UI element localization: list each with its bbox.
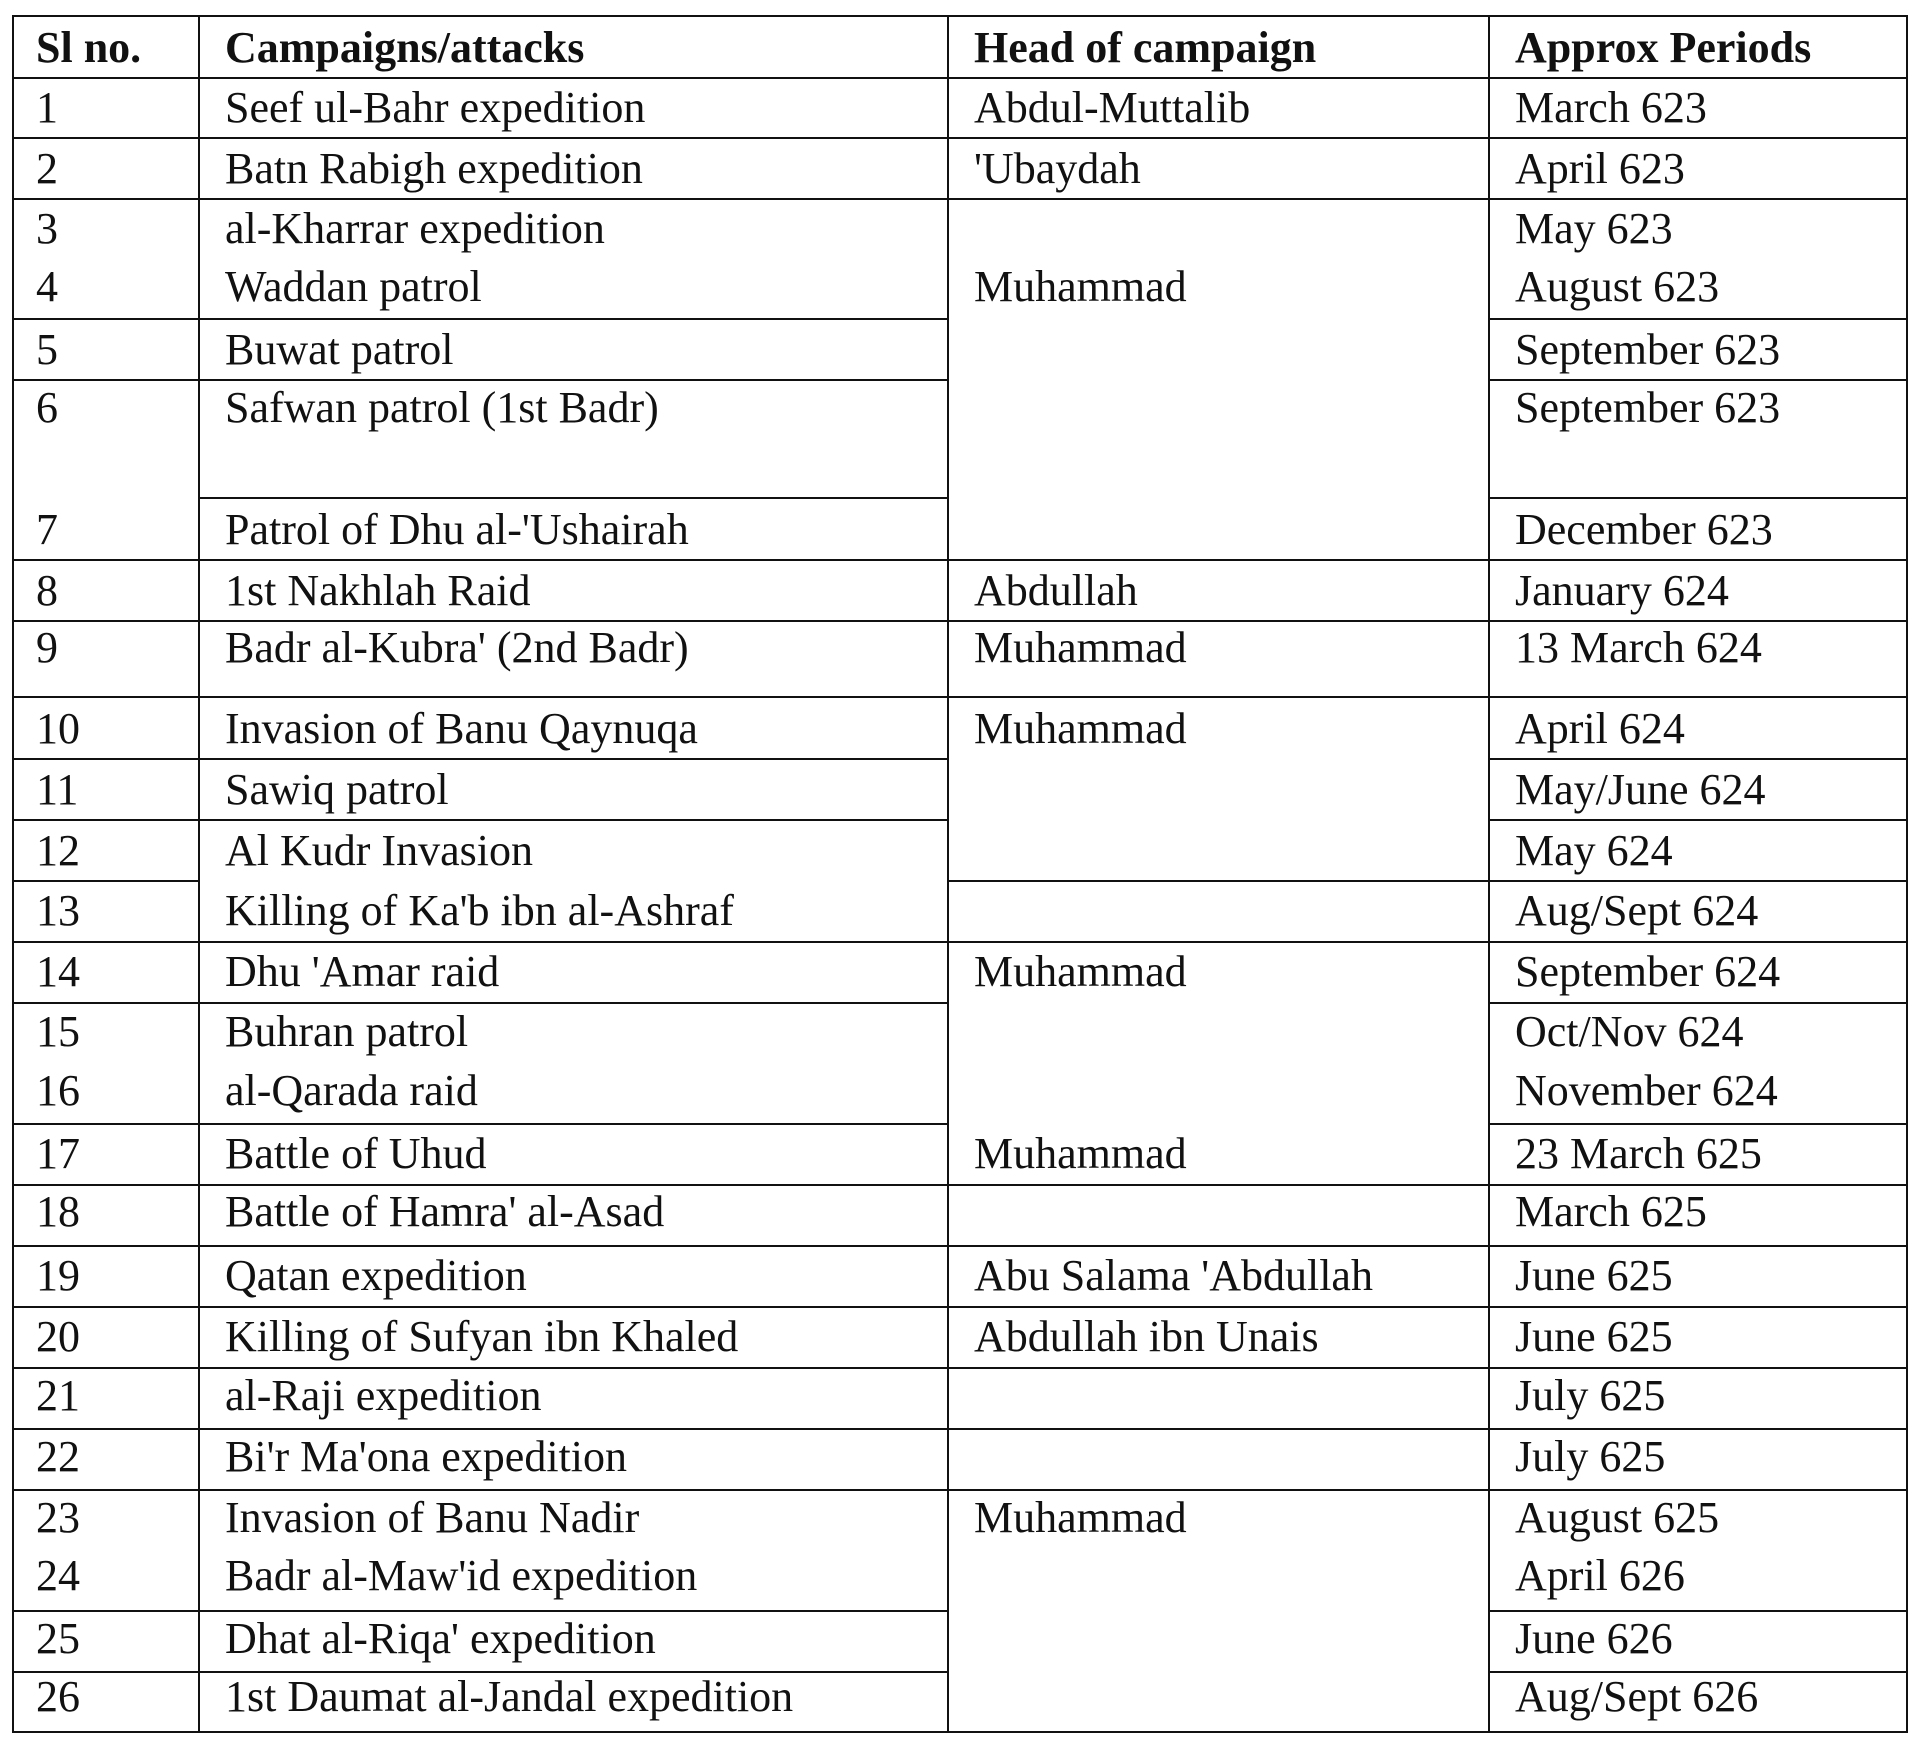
header-period: Approx Periods (1515, 23, 1812, 72)
row-number: 23 (36, 1493, 80, 1542)
period: April 626 (1515, 1551, 1685, 1600)
row-number: 24 (36, 1551, 80, 1600)
row-rule (12, 318, 947, 320)
row-number: 4 (36, 262, 58, 311)
row-number: 1 (36, 83, 58, 132)
campaign-name: Batn Rabigh expedition (225, 144, 643, 193)
period: April 623 (1515, 144, 1685, 193)
column-rule-1 (198, 15, 200, 1733)
campaign-name: Patrol of Dhu al-'Ushairah (225, 505, 689, 554)
period: March 625 (1515, 1187, 1707, 1236)
row-number: 3 (36, 204, 58, 253)
campaign-name: Badr al-Maw'id expedition (225, 1551, 698, 1600)
period: March 623 (1515, 83, 1707, 132)
campaign-name: Battle of Uhud (225, 1129, 487, 1178)
period: Oct/Nov 624 (1515, 1007, 1744, 1056)
campaign-head: Muhammad (974, 1493, 1187, 1542)
campaign-head: 'Ubaydah (974, 144, 1141, 193)
row-rule (947, 880, 1908, 882)
row-number: 10 (36, 704, 80, 753)
row-number: 26 (36, 1672, 80, 1721)
campaign-name: 1st Daumat al-Jandal expedition (225, 1672, 794, 1721)
row-number: 13 (36, 886, 80, 935)
campaign-name: al-Raji expedition (225, 1371, 542, 1420)
header-head: Head of campaign (974, 23, 1317, 72)
row-rule (1488, 497, 1908, 499)
row-number: 22 (36, 1432, 80, 1481)
row-number: 8 (36, 566, 58, 615)
period: August 625 (1515, 1493, 1720, 1542)
header-sl: Sl no. (36, 23, 142, 72)
campaign-head: Muhammad (974, 704, 1187, 753)
campaign-head: Abdullah ibn Unais (974, 1312, 1319, 1361)
period: September 623 (1515, 325, 1781, 374)
campaign-name: Killing of Sufyan ibn Khaled (225, 1312, 739, 1361)
period: May 624 (1515, 826, 1673, 875)
row-number: 17 (36, 1129, 80, 1178)
period: June 626 (1515, 1614, 1673, 1663)
campaign-head: Muhammad (974, 947, 1187, 996)
row-rule (12, 1731, 1908, 1733)
period: Aug/Sept 626 (1515, 1672, 1759, 1721)
campaign-name: Buhran patrol (225, 1007, 469, 1056)
row-rule (12, 15, 1908, 17)
campaign-head: Abu Salama 'Abdullah (974, 1251, 1373, 1300)
campaign-head: Abdullah (974, 566, 1138, 615)
row-number: 12 (36, 826, 80, 875)
row-number: 20 (36, 1312, 80, 1361)
period: September 624 (1515, 947, 1781, 996)
period: 23 March 625 (1515, 1129, 1762, 1178)
campaign-name: Dhu 'Amar raid (225, 947, 500, 996)
campaign-name: Sawiq patrol (225, 765, 449, 814)
campaign-name: Seef ul-Bahr expedition (225, 83, 646, 132)
period: April 624 (1515, 704, 1685, 753)
row-number: 19 (36, 1251, 80, 1300)
column-rule-2 (947, 15, 949, 1733)
period: September 623 (1515, 383, 1781, 432)
campaign-head: Muhammad (974, 623, 1187, 672)
campaign-name: Battle of Hamra' al-Asad (225, 1187, 665, 1236)
campaign-name: al-Qarada raid (225, 1066, 478, 1115)
period: November 624 (1515, 1066, 1778, 1115)
row-rule (12, 1002, 947, 1004)
row-number: 21 (36, 1371, 80, 1420)
campaign-name: 1st Nakhlah Raid (225, 566, 531, 615)
campaigns-table (12, 15, 1908, 1733)
period: January 624 (1515, 566, 1729, 615)
period: December 623 (1515, 505, 1773, 554)
campaign-name: Buwat patrol (225, 325, 454, 374)
row-number: 9 (36, 623, 58, 672)
column-rule-0 (12, 15, 14, 1733)
campaign-name: al-Kharrar expedition (225, 204, 605, 253)
campaign-name: Badr al-Kubra' (2nd Badr) (225, 623, 689, 672)
row-number: 2 (36, 144, 58, 193)
campaign-head: Abdul-Muttalib (974, 83, 1251, 132)
period: Aug/Sept 624 (1515, 886, 1759, 935)
period: May 623 (1515, 204, 1673, 253)
campaign-name: Al Kudr Invasion (225, 826, 533, 875)
row-number: 14 (36, 947, 80, 996)
row-rule (12, 696, 1908, 698)
campaign-name: Invasion of Banu Nadir (225, 1493, 640, 1542)
row-number: 15 (36, 1007, 80, 1056)
row-number: 11 (36, 765, 79, 814)
row-rule (198, 497, 947, 499)
campaign-name: Invasion of Banu Qaynuqa (225, 704, 698, 753)
column-rule-4 (1906, 15, 1908, 1733)
period: June 625 (1515, 1251, 1673, 1300)
campaign-name: Killing of Ka'b ibn al-Ashraf (225, 886, 734, 935)
period: July 625 (1515, 1432, 1666, 1481)
header-campaign: Campaigns/attacks (225, 23, 585, 72)
campaign-name: Qatan expedition (225, 1251, 527, 1300)
period: 13 March 624 (1515, 623, 1762, 672)
campaign-name: Waddan patrol (225, 262, 482, 311)
period: July 625 (1515, 1371, 1666, 1420)
period: June 625 (1515, 1312, 1673, 1361)
column-rule-3 (1488, 15, 1490, 1733)
row-number: 18 (36, 1187, 80, 1236)
period: August 623 (1515, 262, 1720, 311)
campaign-head: Muhammad (974, 1129, 1187, 1178)
row-number: 16 (36, 1066, 80, 1115)
campaign-name: Bi'r Ma'ona expedition (225, 1432, 627, 1481)
campaign-name: Safwan patrol (1st Badr) (225, 383, 659, 432)
row-number: 25 (36, 1614, 80, 1663)
campaign-name: Dhat al-Riqa' expedition (225, 1614, 656, 1663)
row-number: 5 (36, 325, 58, 374)
campaign-head: Muhammad (974, 262, 1187, 311)
period: May/June 624 (1515, 765, 1766, 814)
row-number: 6 (36, 383, 58, 432)
row-number: 7 (36, 505, 58, 554)
